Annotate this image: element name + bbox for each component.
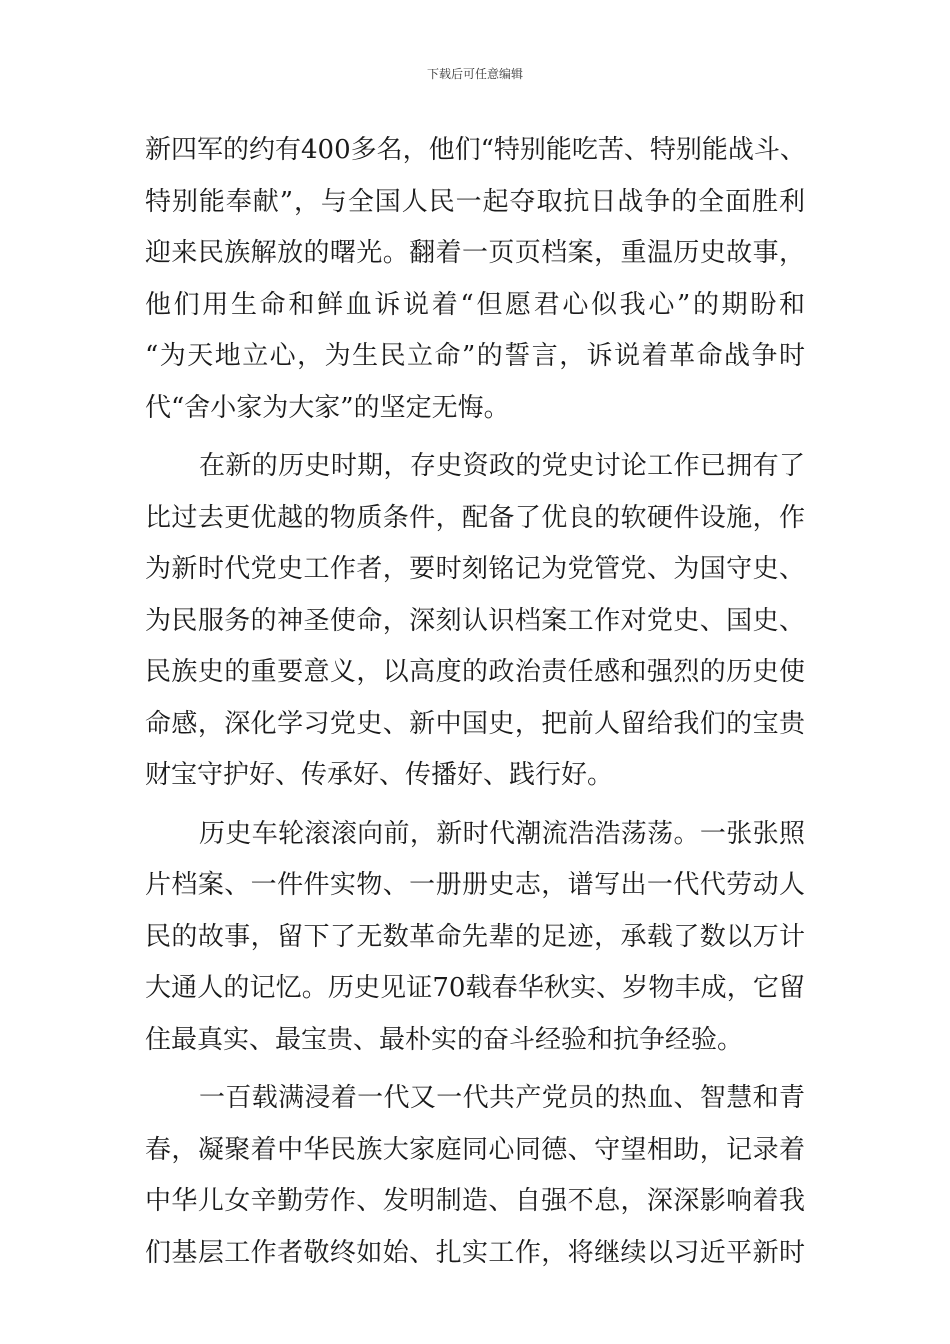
text-line: 民的故事，留下了无数革命先辈的足迹，承载了数以万计 xyxy=(145,921,805,952)
paragraph xyxy=(145,1073,805,1279)
text-line: 历史车轮滚滚向前，新时代潮流浩浩荡荡。一张张照 xyxy=(199,818,805,849)
text-line: 们基层工作者敬终如始、扎实工作，将继续以习近平新时 xyxy=(145,1237,805,1268)
text-line: 为新时代党史工作者，要时刻铭记为党管党、为国守史、 xyxy=(145,554,805,584)
text-line: 迎来民族解放的曙光。翻着一页页档案，重温历史故事， xyxy=(145,238,805,268)
paragraph xyxy=(145,441,805,802)
text-line: 春，凝聚着中华民族大家庭同心同德、守望相助，记录着 xyxy=(145,1134,805,1165)
paragraph xyxy=(145,809,805,1067)
text-line: 为民服务的神圣使命，深刻认识档案工作对党史、国史、 xyxy=(145,605,805,636)
text-line: 财宝守护好、传承好、传播好、践行好。 xyxy=(145,760,614,790)
text-line: 在新的历史时期，存史资政的党史讨论工作已拥有了 xyxy=(199,451,805,481)
text-line: 他们用生命和鲜血诉说着“但愿君心似我心”的期盼和 xyxy=(145,289,805,320)
document-body xyxy=(145,125,805,1279)
text-line: 住最真实、最宝贵、最朴实的奋斗经验和抗争经验。 xyxy=(145,1024,744,1055)
text-line: 民族史的重要意义，以高度的政治责任感和强烈的历史使 xyxy=(145,657,805,687)
text-line: 特别能奉献”，与全国人民一起夺取抗日战争的全面胜利 xyxy=(145,186,805,217)
page-header: 下载后可任意编辑 xyxy=(426,67,523,81)
text-line: 片档案、一件件实物、一册册史志，谱写出一代代劳动人 xyxy=(145,870,805,900)
text-line: 大通人的记忆。历史见证70载春华秋实、岁物丰成，它留 xyxy=(145,973,805,1003)
text-line: 代“舍小家为大家”的坚定无悔。 xyxy=(145,392,510,423)
text-line: “为天地立心，为生民立命”的誓言，诉说着革命战争时 xyxy=(145,341,805,371)
text-line: 新四军的约有400多名，他们“特别能吃苦、特别能战斗、 xyxy=(145,135,806,165)
paragraph xyxy=(145,125,805,434)
text-line: 命感，深化学习党史、新中国史，把前人留给我们的宝贵 xyxy=(145,708,805,739)
text-line: 比过去更优越的物质条件，配备了优良的软硬件设施，作 xyxy=(145,502,805,533)
text-line: 中华儿女辛勤劳作、发明制造、自强不息，深深影响着我 xyxy=(145,1186,805,1216)
text-line: 一百载满浸着一代又一代共产党员的热血、智慧和青 xyxy=(199,1083,805,1113)
